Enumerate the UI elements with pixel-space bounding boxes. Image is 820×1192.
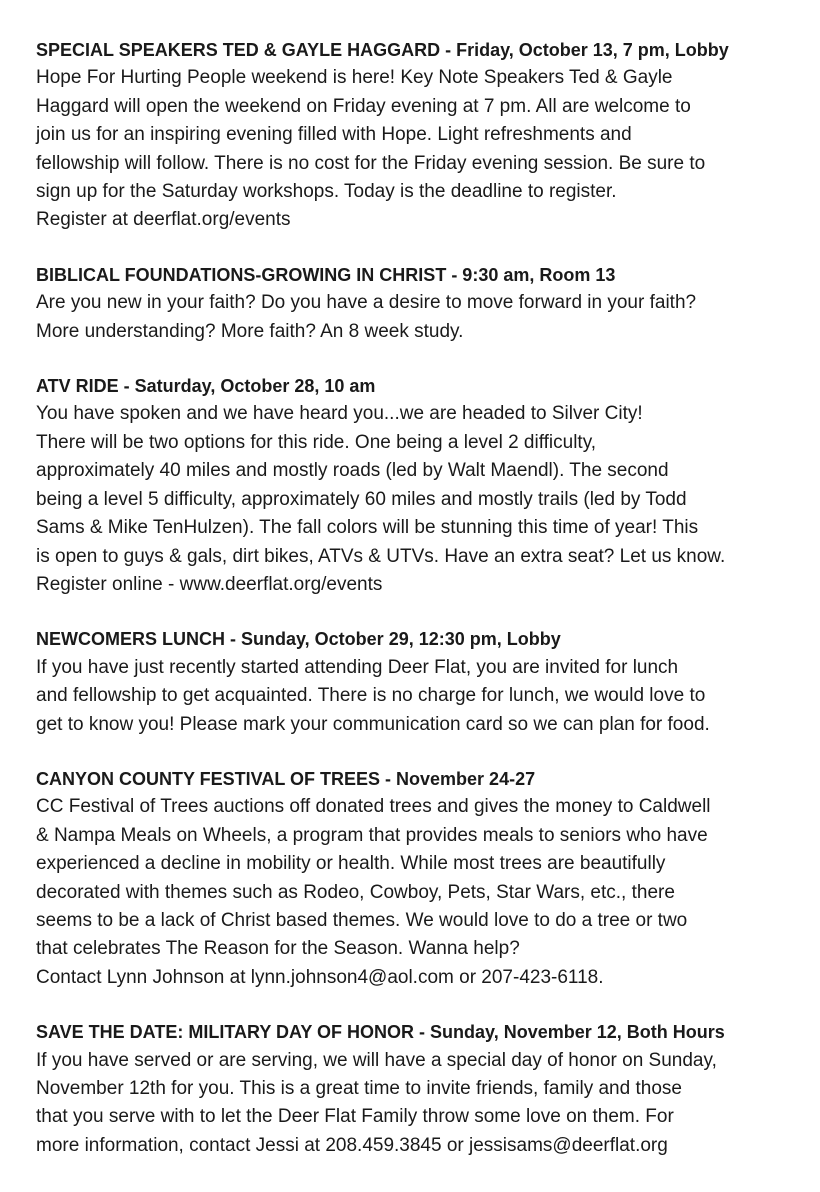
body-line: Register at deerflat.org/events: [36, 209, 291, 231]
announcement-title: BIBLICAL FOUNDATIONS-GROWING IN CHRIST: [36, 264, 447, 285]
announcement-title: ATV RIDE: [36, 376, 119, 397]
body-line: There will be two options for this ride. One being a level 2 difficulty,: [36, 431, 597, 453]
body-line: seems to be a lack of Christ based themes. We would love to do a tree or two: [36, 909, 688, 931]
announcement-heading: [36, 625, 796, 653]
announcements-page: [36, 36, 796, 1186]
announcement-detail: - Sunday, November 12, Both Hours: [414, 1022, 725, 1043]
announcement-biblical-foundations: [36, 261, 796, 346]
announcement-title: SPECIAL SPEAKERS TED & GAYLE HAGGARD: [36, 40, 441, 60]
body-line: If you have served or are serving, we will have a special day of honor on Sunday,: [36, 1049, 717, 1071]
body-line: You have spoken and we have heard you...we are headed to Silver City!: [36, 403, 643, 425]
body-line: November 12th for you. This is a great time to invite friends, family and those: [36, 1078, 682, 1099]
body-line: decorated with themes such as Rodeo, Cowboy, Pets, Star Wars, etc., there: [36, 881, 675, 903]
announcement-detail: - Sunday, October 29, 12:30 pm, Lobby: [225, 629, 561, 650]
announcement-detail: - Friday, October 13, 7 pm, Lobby: [440, 40, 729, 60]
body-line: Are you new in your faith? Do you have a desire to move forward in your faith?: [36, 292, 697, 314]
announcement-title: CANYON COUNTY FESTIVAL OF TREES: [36, 768, 381, 789]
body-line: sign up for the Saturday workshops. Today is the deadline to register.: [36, 181, 617, 203]
body-line: Hope For Hurting People weekend is here! Key Note Speakers Ted & Gayle: [36, 67, 673, 89]
body-line: experienced a decline in mobility or health. While most trees are beautifully: [36, 853, 666, 875]
body-line: that celebrates The Reason for the Season. Wanna help?: [36, 938, 520, 960]
body-line: join us for an inspiring evening filled with Hope. Light refreshments and: [36, 124, 632, 146]
announcement-military-day-of-honor: [36, 1018, 796, 1160]
announcement-heading: [36, 261, 796, 289]
announcement-heading: [36, 36, 796, 64]
body-line: and fellowship to get acquainted. There is no charge for lunch, we would love to: [36, 685, 706, 707]
body-line: CC Festival of Trees auctions off donated trees and gives the money to Caldwell: [36, 796, 711, 818]
announcement-newcomers-lunch: [36, 625, 796, 739]
announcement-title: NEWCOMERS LUNCH: [36, 629, 225, 650]
body-line: & Nampa Meals on Wheels, a program that provides meals to seniors who have: [36, 824, 708, 846]
announcement-detail: - November 24-27: [380, 768, 536, 789]
body-line: More understanding? More faith? An 8 week study.: [36, 320, 464, 342]
body-line: being a level 5 difficulty, approximately 60 miles and mostly trails (led by Todd: [36, 488, 687, 510]
body-line: If you have just recently started attending Deer Flat, you are invited for lunch: [36, 656, 679, 678]
body-line: that you serve with to let the Deer Flat Family throw some love on them. For: [36, 1106, 674, 1128]
announcement-detail: - Saturday, October 28, 10 am: [118, 376, 376, 397]
body-line: Contact Lynn Johnson at lynn.johnson4@aol.com or 207-423-6118.: [36, 966, 604, 988]
body-line: Haggard will open the weekend on Friday evening at 7 pm. All are welcome to: [36, 95, 691, 117]
announcement-special-speakers: [36, 36, 796, 235]
body-line: Register online - www.deerflat.org/events: [36, 573, 383, 595]
body-line: approximately 40 miles and mostly roads (led by Walt Maendl). The second: [36, 460, 669, 482]
announcement-festival-of-trees: [36, 765, 796, 992]
announcement-atv-ride: [36, 372, 796, 599]
body-line: get to know you! Please mark your communication card so we can plan for food.: [36, 713, 710, 735]
body-line: is open to guys & gals, dirt bikes, ATVs & UTVs. Have an extra seat? Let us know.: [36, 545, 726, 567]
body-line: Sams & Mike TenHulzen). The fall colors will be stunning this time of year! This: [36, 517, 699, 539]
announcement-heading: [36, 372, 796, 400]
body-line: more information, contact Jessi at 208.459.3845 or jessisams@deerflat.org: [36, 1134, 668, 1156]
announcement-detail: - 9:30 am, Room 13: [446, 264, 616, 285]
announcement-heading: [36, 1018, 796, 1046]
announcement-title: SAVE THE DATE: MILITARY DAY OF HONOR: [36, 1022, 415, 1043]
announcement-heading: [36, 765, 796, 793]
body-line: fellowship will follow. There is no cost for the Friday evening session. Be sure to: [36, 152, 706, 174]
